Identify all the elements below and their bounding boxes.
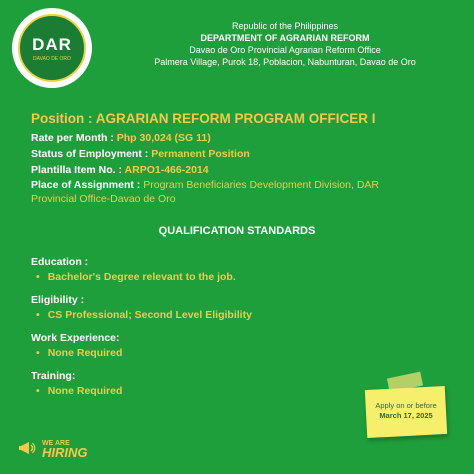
plantilla-label: Plantilla Item No. : bbox=[31, 164, 123, 176]
plantilla-row bbox=[31, 164, 209, 176]
position-label: Position : bbox=[31, 111, 93, 126]
header-department: DEPARTMENT OF AGRARIAN REFORM bbox=[200, 33, 370, 43]
we-are-text: WE ARE bbox=[42, 440, 70, 447]
position-value: AGRARIAN REFORM PROGRAM OFFICER I bbox=[95, 111, 376, 126]
dar-logo-seal bbox=[18, 14, 86, 82]
eligibility-value: • CS Professional; Second Level Eligibility bbox=[36, 309, 252, 321]
education-value: • Bachelor's Degree relevant to the job. bbox=[36, 271, 236, 283]
logo-subtext: DAVAO DE ORO bbox=[33, 55, 71, 62]
deadline-text bbox=[366, 401, 446, 421]
assignment-value-cont: Provincial Office-Davao de Oro bbox=[31, 193, 176, 205]
rate-value: Php 30,024 (SG 11) bbox=[116, 132, 211, 144]
status-value: Permanent Position bbox=[151, 148, 250, 160]
experience-label: Work Experience: bbox=[31, 332, 120, 344]
logo-text: DAR bbox=[32, 34, 72, 54]
experience-value: • None Required bbox=[36, 347, 122, 359]
header-republic: Republic of the Philippines bbox=[231, 21, 339, 31]
agency-header bbox=[100, 20, 470, 68]
eligibility-label: Eligibility : bbox=[31, 294, 85, 306]
hiring-badge bbox=[18, 438, 88, 458]
megaphone-icon bbox=[18, 438, 38, 458]
training-label: Training: bbox=[31, 370, 76, 382]
deadline-line: Apply on or before bbox=[375, 401, 437, 410]
status-row bbox=[31, 148, 250, 160]
header-office: Davao de Oro Provincial Agrarian Reform Office bbox=[189, 45, 381, 55]
assignment-row bbox=[31, 179, 379, 191]
assignment-value: Program Beneficiaries Development Division, DAR bbox=[143, 179, 379, 191]
qualification-title: QUALIFICATION STANDARDS bbox=[158, 225, 316, 237]
rate-label: Rate per Month : bbox=[31, 132, 114, 144]
status-label: Status of Employment : bbox=[31, 148, 149, 160]
deadline-date: March 17, 2025 bbox=[379, 411, 433, 420]
assignment-label: Place of Assignment : bbox=[31, 179, 141, 191]
plantilla-value: ARPO1-466-2014 bbox=[124, 164, 209, 176]
hiring-word: HIRING bbox=[42, 445, 88, 460]
position-line bbox=[31, 111, 376, 126]
education-label: Education : bbox=[31, 256, 89, 268]
training-value: • None Required bbox=[36, 385, 122, 397]
rate-row bbox=[31, 132, 211, 144]
header-address: Palmera Village, Purok 18, Poblacion, Nabunturan, Davao de Oro bbox=[154, 57, 416, 67]
hiring-text bbox=[42, 439, 88, 460]
dar-logo bbox=[12, 8, 92, 88]
